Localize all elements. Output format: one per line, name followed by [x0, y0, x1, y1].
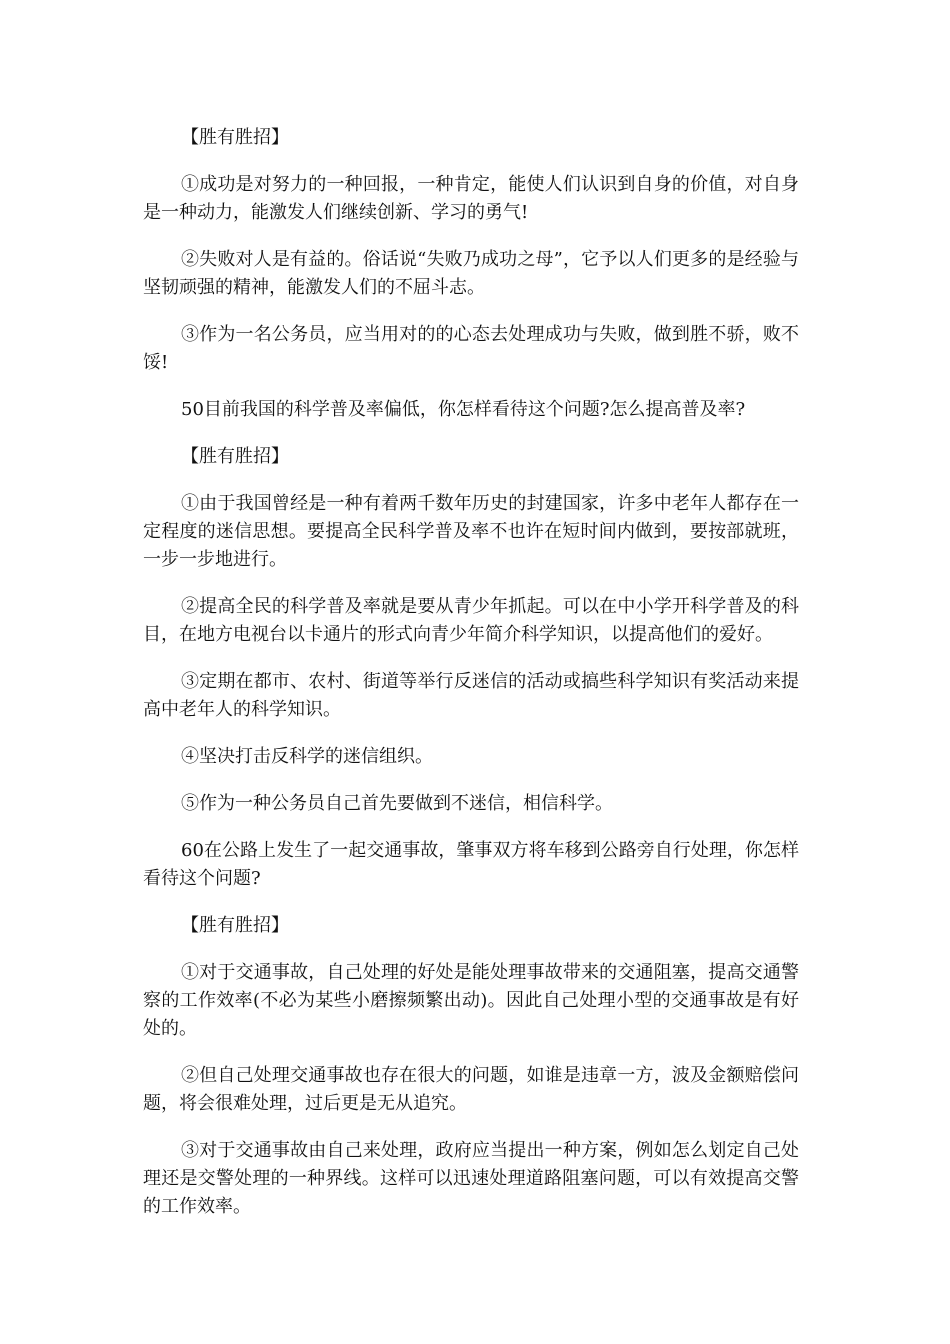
document-body — [143, 124, 799, 1240]
answer-paragraph: ①成功是对努力的一种回报，一种肯定，能使人们认识到自身的价值，对自身是一种动力，能激发人们继续创新、学习的勇气! — [143, 174, 799, 223]
answer-paragraph: ②失败对人是有益的。俗话说“失败乃成功之母”，它予以人们更多的是经验与坚韧顽强的精神，能激发人们的不屈斗志。 — [143, 249, 799, 298]
question-paragraph: 60在公路上发生了一起交通事故，肇事双方将车移到公路旁自行处理，你怎样看待这个问题? — [143, 840, 799, 889]
section-heading: 【胜有胜招】 — [181, 127, 289, 148]
answer-paragraph: ③作为一名公务员，应当用对的的心态去处理成功与失败，做到胜不骄，败不馁! — [143, 324, 799, 373]
answer-paragraph: ②提高全民的科学普及率就是要从青少年抓起。可以在中小学开科学普及的科目，在地方电视台以卡通片的形式向青少年简介科学知识，以提高他们的爱好。 — [143, 596, 799, 645]
answer-paragraph: ②但自己处理交通事故也存在很大的问题，如谁是违章一方，波及金额赔偿问题，将会很难处理，过后更是无从追究。 — [143, 1065, 799, 1114]
section-heading: 【胜有胜招】 — [181, 446, 289, 467]
answer-paragraph: ①对于交通事故，自己处理的好处是能处理事故带来的交通阻塞，提高交通警察的工作效率(不必为某些小磨擦频繁出动)。因此自己处理小型的交通事故是有好处的。 — [143, 962, 799, 1039]
answer-paragraph: ①由于我国曾经是一种有着两千数年历史的封建国家，许多中老年人都存在一定程度的迷信思想。要提高全民科学普及率不也许在短时间内做到，要按部就班，一步一步地进行。 — [143, 493, 799, 570]
answer-paragraph: ⑤作为一种公务员自己首先要做到不迷信，相信科学。 — [181, 793, 613, 814]
answer-paragraph: ③定期在都市、农村、街道等举行反迷信的活动或搞些科学知识有奖活动来提高中老年人的科学知识。 — [143, 671, 799, 720]
question-paragraph: 50目前我国的科学普及率偏低，你怎样看待这个问题?怎么提高普及率? — [181, 399, 746, 420]
section-heading: 【胜有胜招】 — [181, 915, 289, 936]
answer-paragraph: ③对于交通事故由自己来处理，政府应当提出一种方案，例如怎么划定自己处理还是交警处理的一种界线。这样可以迅速处理道路阻塞问题，可以有效提高交警的工作效率。 — [143, 1140, 799, 1217]
answer-paragraph: ④坚决打击反科学的迷信组织。 — [181, 746, 433, 767]
